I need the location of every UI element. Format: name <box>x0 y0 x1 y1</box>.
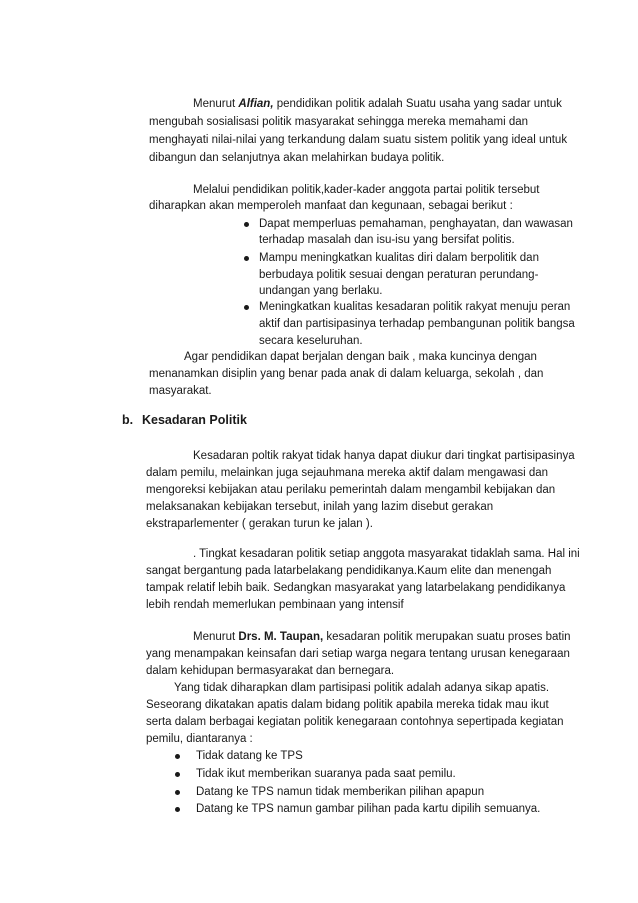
section-heading: Kesadaran Politik <box>142 413 247 427</box>
author-name: Drs. M. Taupan, <box>238 631 324 643</box>
list-item: berbudaya politik sesuai dengan peraturan perundang- <box>259 269 539 281</box>
list-item: Tidak ikut memberikan suaranya pada saat pemilu. <box>196 768 456 780</box>
paragraph-line: tampak relatif lebih baik. Sedangkan masyarakat yang latarbelakang pendidikanya <box>146 582 566 594</box>
paragraph-line: sangat bergantung pada latarbelakang pendidikanya.Kaum elite dan menengah <box>146 565 552 577</box>
author-name: Alfian, <box>238 98 274 110</box>
paragraph-line: dalam kehidupan bermasyarakat dan bernegara. <box>146 665 395 677</box>
paragraph-line: pemilu, diantaranya : <box>146 733 253 745</box>
paragraph-line <box>193 97 562 112</box>
section-heading-marker: b. <box>122 413 134 427</box>
paragraph-line: diharapkan akan memperoleh manfaat dan kegunaan, sebagai berikut : <box>149 200 513 212</box>
list-item: Datang ke TPS namun tidak memberikan pilihan apapun <box>196 786 485 798</box>
paragraph-line: melaksanakan kebijakan tersebut, inilah yang lazim disebut gerakan <box>146 501 494 513</box>
bullet-icon <box>175 772 180 777</box>
paragraph-line: dalam pemilu, melainkan juga sejauhmana mereka aktif dalam mengawasi dan <box>146 467 549 479</box>
text: Menurut <box>193 98 239 110</box>
list-item: Datang ke TPS namun gambar pilihan pada kartu dipilih semuanya. <box>196 803 541 815</box>
paragraph-line: menanamkan disiplin yang benar pada anak di dalam keluarga, sekolah , dan <box>149 368 544 380</box>
paragraph-line: serta dalam berbagai kegiatan politik kenegaraan contohnya sepertipada kegiatan <box>146 716 564 728</box>
list-item: Meningkatkan kualitas kesadaran politik rakyat menuju peran <box>259 301 571 313</box>
paragraph-line: Yang tidak diharapkan dlam partisipasi politik adalah adanya sikap apatis. <box>174 682 550 694</box>
paragraph-line: dibangun dan selanjutnya akan melahirkan budaya politik. <box>149 152 445 164</box>
bullet-icon <box>175 754 180 759</box>
text: pendidikan politik adalah Suatu usaha yang sadar untuk <box>273 98 562 110</box>
bullet-icon <box>175 790 180 795</box>
bullet-icon <box>244 256 249 261</box>
list-item: Mampu meningkatkan kualitas diri dalam berpolitik dan <box>259 252 539 264</box>
bullet-icon <box>175 807 180 812</box>
list-item: aktif dan partisipasinya terhadap pembangunan politik bangsa <box>259 318 575 330</box>
list-item: Tidak datang ke TPS <box>196 750 303 762</box>
text: kesadaran politik merupakan suatu proses batin <box>323 631 571 643</box>
paragraph-line: ekstraparlementer ( gerakan turun ke jalan ). <box>146 518 373 530</box>
list-item: Dapat memperluas pemahaman, penghayatan, dan wawasan <box>259 218 573 230</box>
paragraph-line <box>193 630 571 645</box>
paragraph-line: Agar pendidikan dapat berjalan dengan baik , maka kuncinya dengan <box>184 351 537 363</box>
paragraph-line: Seseorang dikatakan apatis dalam bidang politik apabila mereka tidak mau ikut <box>146 699 549 711</box>
bullet-icon <box>244 305 249 310</box>
paragraph-line: yang menampakan keinsafan dari setiap warga negara tentang urusan kenegaraan <box>146 648 570 660</box>
list-item: terhadap masalah dan isu-isu yang bersifat politis. <box>259 234 515 246</box>
list-item: undangan yang berlaku. <box>259 285 383 297</box>
list-item: secara keseluruhan. <box>259 335 363 347</box>
paragraph-line: menghayati nilai-nilai yang terkandung dalam suatu sistem politik yang ideal untuk <box>149 134 568 146</box>
paragraph-line: Melalui pendidikan politik,kader-kader anggota partai politik tersebut <box>193 184 540 196</box>
text: Menurut <box>193 631 239 643</box>
paragraph-line: lebih rendah memerlukan pembinaan yang intensif <box>146 599 404 611</box>
paragraph-line: Kesadaran poltik rakyat tidak hanya dapat diukur dari tingkat partisipasinya <box>193 450 575 462</box>
bullet-icon <box>244 222 249 227</box>
paragraph-line: . Tingkat kesadaran politik setiap anggota masyarakat tidaklah sama. Hal ini <box>193 548 580 560</box>
paragraph-line: masyarakat. <box>149 385 212 397</box>
paragraph-line: mengoreksi kebijakan atau perilaku pemerintah dalam mengambil kebijakan dan <box>146 484 556 496</box>
paragraph-line: mengubah sosialisasi politik masyarakat sehingga mereka memahami dan <box>149 116 529 128</box>
